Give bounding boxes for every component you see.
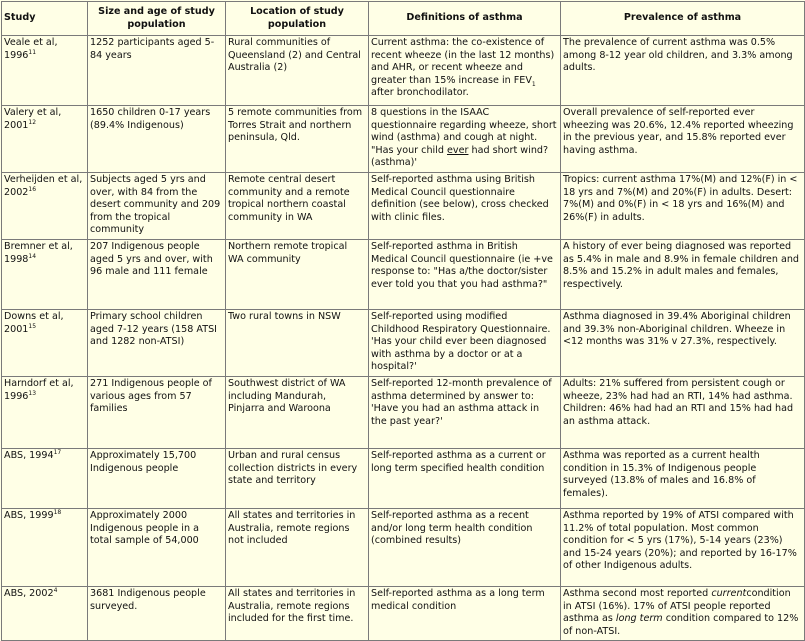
definition-text: Current asthma: the co-existence of recent wheeze (in the last 12 months) and AHR, or recent wheeze and greater than 15% increase in FEV xyxy=(371,37,555,86)
prevalence-cell: Overall prevalence of self-reported ever wheezing was 20.6%, 12.4% reported wheezing in the previous year, and 15.8% reported ever having asthma. xyxy=(561,106,805,173)
location-cell: Urban and rural census collection districts in every state and territory xyxy=(226,448,369,508)
size-cell: Primary school children aged 7-12 years (158 ATSI and 1282 non-ATSI) xyxy=(88,309,226,376)
definition-cell: Self-reported asthma in British Medical Council questionnaire (ie +ve response to: "Has a/the doctor/sister ever told you that you had asthma?" xyxy=(369,239,561,309)
header-prevalence: Prevalence of asthma xyxy=(561,2,805,36)
size-cell: 271 Indigenous people of various ages from 57 families xyxy=(88,376,226,448)
prevalence-cell: Adults: 21% suffered from persistent cough or wheeze, 23% had had an RTI, 14% had asthma. Children: 46% had had an RTI and 15% had had an asthma attack. xyxy=(561,376,805,448)
prevalence-cell xyxy=(561,586,805,640)
location-cell: All states and territories in Australia, remote regions included for the first time. xyxy=(226,586,369,640)
reference-number: 4 xyxy=(53,586,58,594)
table-row xyxy=(2,239,805,309)
definition-text-end: had short wind? (asthma)' xyxy=(371,144,549,169)
location-cell: Southwest district of WA including Mandurah, Pinjarra and Waroona xyxy=(226,376,369,448)
study-cell xyxy=(2,36,88,106)
prevalence-cell: Tropics: current asthma 17%(M) and 12%(F) in < 18 yrs and 7%(M) and 20%(F) in adults. Desert: 7%(M) and 0%(F) in < 18 yrs and 16%(M) and 26%(F) in adults. xyxy=(561,172,805,239)
reference-number: 13 xyxy=(28,389,37,397)
size-cell: Approximately 2000 Indigenous people in a total sample of 54,000 xyxy=(88,508,226,586)
reference-number: 11 xyxy=(28,48,37,56)
size-cell: 1252 participants aged 5-84 years xyxy=(88,36,226,106)
definition-text-end: after bronchodilator. xyxy=(371,87,469,99)
table-row xyxy=(2,106,805,173)
study-name: ABS, 1994 xyxy=(4,449,54,461)
prevalence-text-end: condition compared to 12% of non-ATSI. xyxy=(563,613,799,637)
table-row xyxy=(2,586,805,640)
study-name: Bremner et al, 1998 xyxy=(4,240,73,265)
study-cell xyxy=(2,586,88,640)
prevalence-cell: Asthma reported by 19% of ATSI compared with 11.2% of total population. Most common condition for < 5 yrs (17%), 5-14 years (23%) and 15-24 years (20%); and reported by 16-17% of other Indigenous adults. xyxy=(561,508,805,586)
header-location: Location of study population xyxy=(226,2,369,36)
reference-number: 17 xyxy=(53,448,62,456)
table-row xyxy=(2,172,805,239)
reference-number: 15 xyxy=(28,322,37,330)
reference-number: 18 xyxy=(53,508,62,516)
prevalence-cell: Asthma was reported as a current health condition in 15.3% of Indigenous people surveyed (13.8% of males and 16.8% of females). xyxy=(561,448,805,508)
study-name: Valery et al, 2001 xyxy=(4,107,62,131)
definition-cell xyxy=(369,106,561,173)
study-cell xyxy=(2,172,88,239)
header-row xyxy=(2,2,805,36)
reference-number: 12 xyxy=(28,118,37,126)
size-cell: 207 Indigenous people aged 5 yrs and over, with 96 male and 111 female xyxy=(88,239,226,309)
location-cell: 5 remote communities from Torres Strait and northern peninsula, Qld. xyxy=(226,106,369,173)
definition-cell: Self-reported 12-month prevalence of asthma determined by answer to: 'Have you had an asthma attack in the past year?' xyxy=(369,376,561,448)
definition-cell: Self-reported using modified Childhood Respiratory Questionnaire. 'Has your child ever been diagnosed with asthma by a doctor or at a hospital?' xyxy=(369,309,561,376)
study-name: Veale et al, 1996 xyxy=(4,37,58,61)
location-cell: Northern remote tropical WA community xyxy=(226,239,369,309)
study-cell xyxy=(2,376,88,448)
prevalence-text: Asthma second most reported xyxy=(563,587,712,599)
asthma-prevalence-table xyxy=(1,1,805,641)
definition-text: 8 questions in the ISAAC questionnaire regarding wheeze, short wind (asthma) and cough at night. "Has your child xyxy=(371,107,557,156)
study-cell xyxy=(2,239,88,309)
definition-cell: Self-reported asthma as a current or long term specified health condition xyxy=(369,448,561,508)
reference-number: 14 xyxy=(28,252,37,260)
prevalence-cell: A history of ever being diagnosed was reported as 5.4% in male and 8.9% in female children and 8.5% and 15.2% in adult males and females, respectively. xyxy=(561,239,805,309)
table-row xyxy=(2,36,805,106)
size-cell: Approximately 15,700 Indigenous people xyxy=(88,448,226,508)
study-name: Harndorf et al, 1996 xyxy=(4,377,74,402)
definition-cell: Self-reported asthma as a long term medical condition xyxy=(369,586,561,640)
prevalence-italic-2: long term xyxy=(615,613,663,625)
study-cell xyxy=(2,309,88,376)
study-name: ABS, 2002 xyxy=(4,587,54,599)
definition-cell: Self-reported asthma as a recent and/or long term health condition (combined results) xyxy=(369,508,561,586)
location-cell: Rural communities of Queensland (2) and Central Australia (2) xyxy=(226,36,369,106)
definition-cell: Self-reported asthma using British Medical Council questionnaire definition (see below), cross checked with clinic files. xyxy=(369,172,561,239)
size-cell: Subjects aged 5 yrs and over, with 84 from the desert community and 209 from the tropical community xyxy=(88,172,226,239)
study-cell xyxy=(2,508,88,586)
location-cell: Remote central desert community and a remote tropical northern coastal community in WA xyxy=(226,172,369,239)
table-row xyxy=(2,309,805,376)
study-name: ABS, 1999 xyxy=(4,509,54,521)
header-study: Study xyxy=(2,2,88,36)
definition-cell xyxy=(369,36,561,106)
study-cell xyxy=(2,106,88,173)
study-name: Verheijden et al, 2002 xyxy=(4,173,83,198)
header-size: Size and age of study population xyxy=(88,2,226,36)
size-cell: 1650 children 0-17 years (89.4% Indigenous) xyxy=(88,106,226,173)
prevalence-cell: Asthma diagnosed in 39.4% Aboriginal children and 39.3% non-Aboriginal children. Wheeze in <12 months was 31% v 27.3%, respectively. xyxy=(561,309,805,376)
study-name: Downs et al, 2001 xyxy=(4,310,64,335)
location-cell: Two rural towns in NSW xyxy=(226,309,369,376)
table-row xyxy=(2,508,805,586)
definition-subscript: 1 xyxy=(531,80,536,88)
table-row xyxy=(2,376,805,448)
header-definitions: Definitions of asthma xyxy=(369,2,561,36)
study-cell xyxy=(2,448,88,508)
reference-number: 16 xyxy=(28,185,37,193)
prevalence-cell: The prevalence of current asthma was 0.5% among 8-12 year old children, and 3.3% among adults. xyxy=(561,36,805,106)
definition-underlined: ever xyxy=(447,144,469,156)
location-cell: All states and territories in Australia, remote regions not included xyxy=(226,508,369,586)
prevalence-italic: current xyxy=(711,587,747,599)
size-cell: 3681 Indigenous people surveyed. xyxy=(88,586,226,640)
table-row xyxy=(2,448,805,508)
prevalence-text-mid: condition in ATSI (16%). 17% of ATSI people reported asthma as xyxy=(563,587,791,625)
